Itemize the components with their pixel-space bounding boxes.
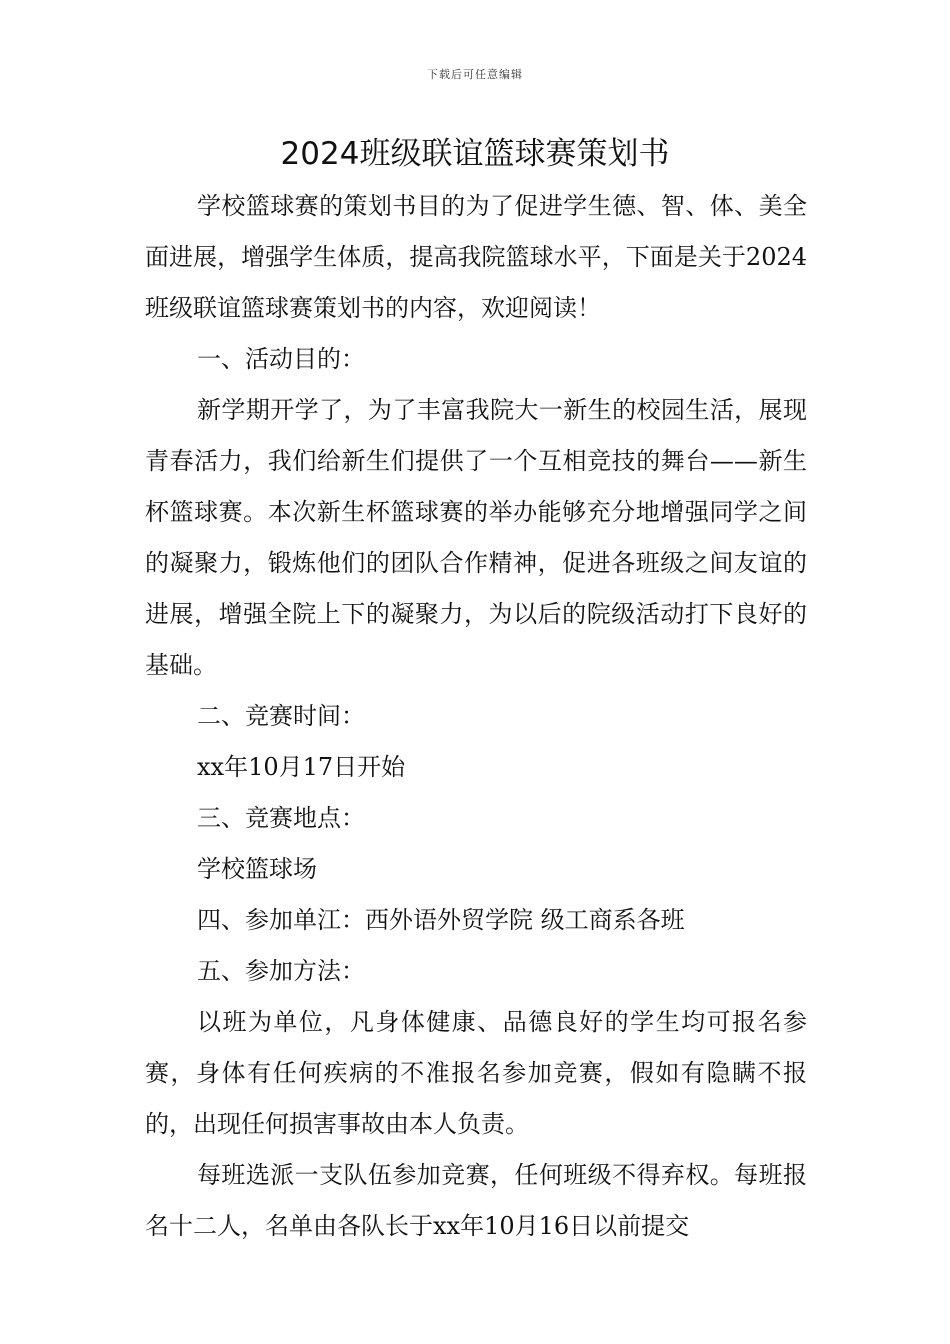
section-heading-time: 二、竞赛时间： [197,702,365,730]
section-heading-purpose: 一、活动目的： [197,345,365,373]
section-heading-location: 三、竞赛地点： [197,804,365,832]
location-value: 学校篮球场 [197,855,317,883]
document-title: 2024班级联谊篮球赛策划书 [280,136,670,172]
section-heading-participants: 四、参加单江：西外语外贸学院 级工商系各班 [197,906,685,934]
intro-paragraph: 学校篮球赛的策划书目的为了促进学生德、智、体、美全面进展，增强学生体质，提高我院篮球水平，下面是关于2024班级联谊篮球赛策划书的内容，欢迎阅读！ [145,192,807,322]
document-body [145,181,807,1252]
section-heading-method: 五、参加方法： [197,957,365,985]
time-value: xx年10月17日开始 [197,753,406,781]
header-note: 下载后可任意编辑 [427,68,523,81]
purpose-paragraph: 新学期开学了，为了丰富我院大一新生的校园生活，展现青春活力，我们给新生们提供了一个互相竞技的舞台——新生杯篮球赛。本次新生杯篮球赛的举办能够充分地增强同学之间的凝聚力，锻炼他们的团队合作精神，促进各班级之间友谊的进展，增强全院上下的凝聚力，为以后的院级活动打下良好的基础。 [145,396,807,679]
method-paragraph: 以班为单位，凡身体健康、品德良好的学生均可报名参赛，身体有任何疾病的不准报名参加竞赛，假如有隐瞒不报的，出现任何损害事故由本人负责。 [145,1008,807,1138]
team-paragraph: 每班选派一支队伍参加竞赛，任何班级不得弃权。每班报名十二人，名单由各队长于xx年10月16日以前提交 [145,1161,807,1240]
